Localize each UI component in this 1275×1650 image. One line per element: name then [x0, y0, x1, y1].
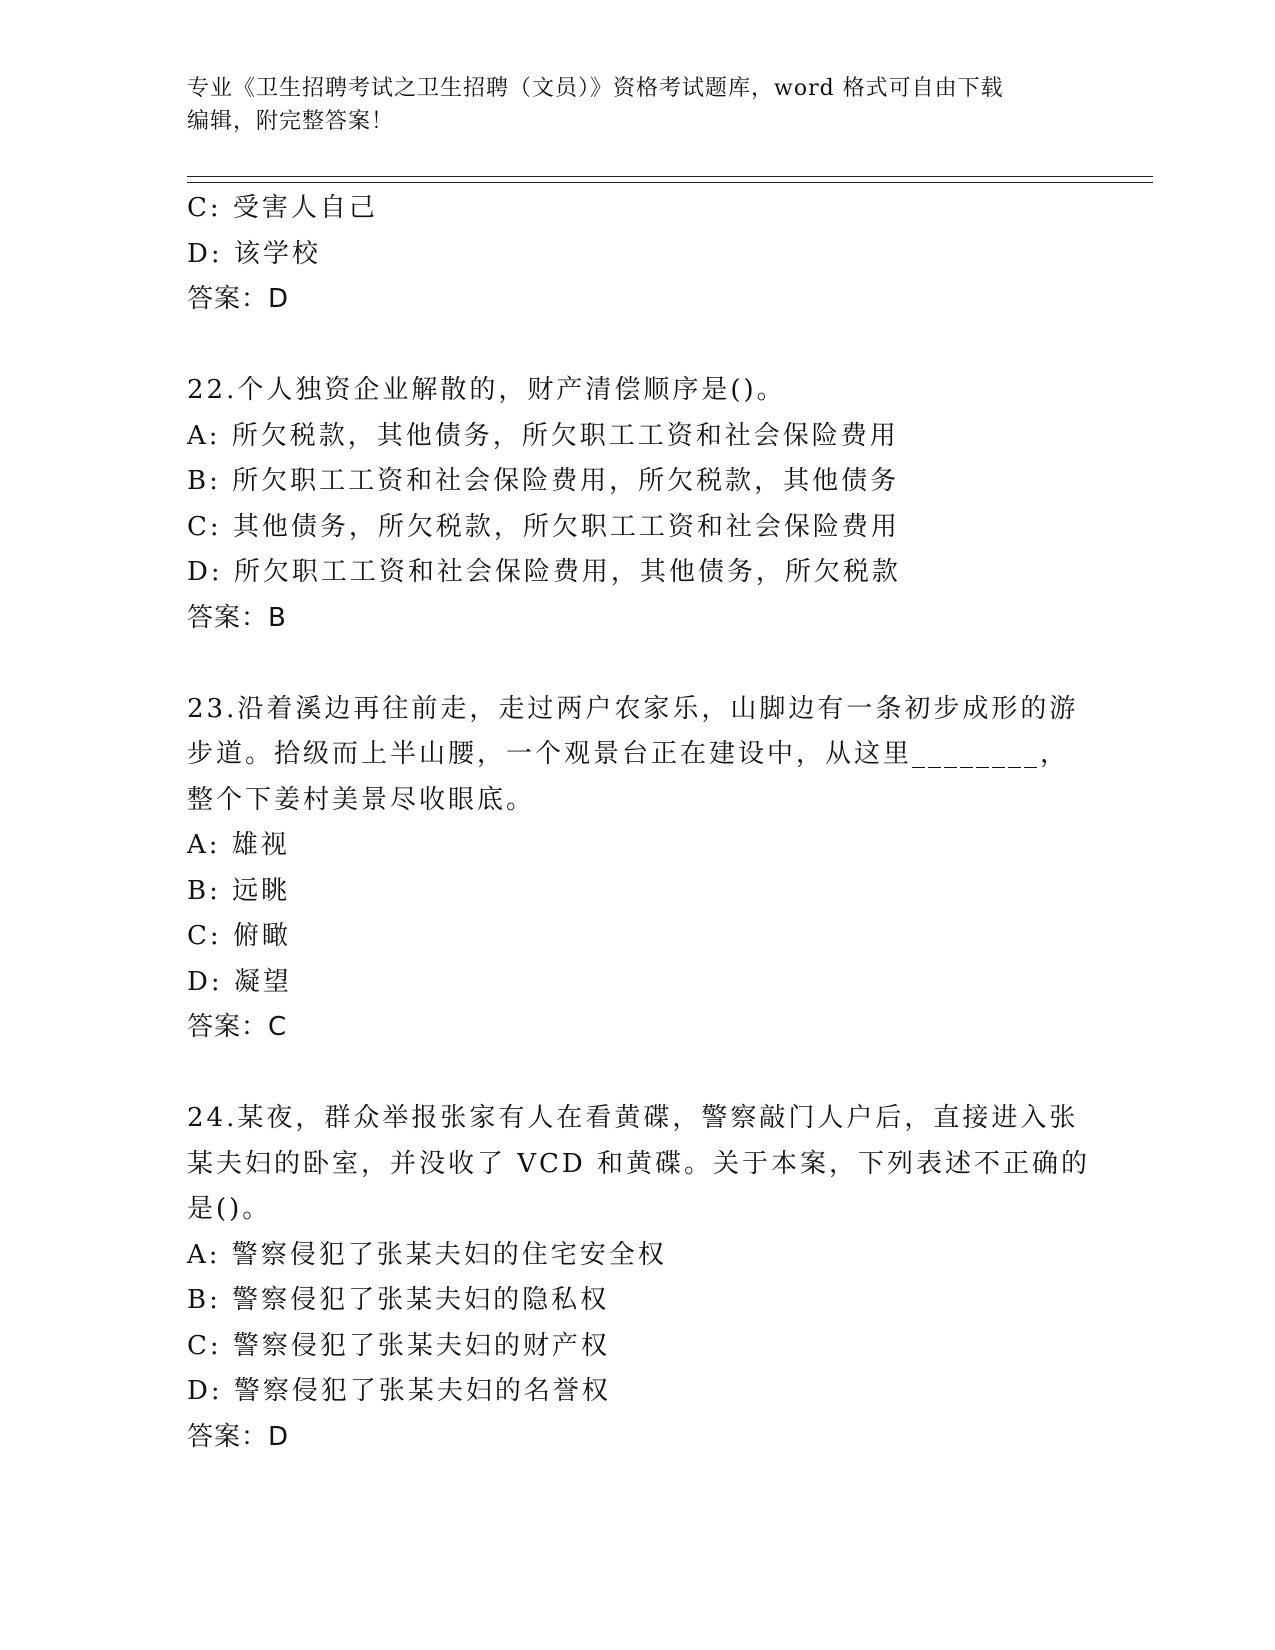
option-b: B: 所欠职工工资和社会保险费用，所欠税款，其他债务	[187, 466, 900, 496]
question-23	[187, 687, 1147, 1051]
header-divider	[187, 176, 1153, 183]
option-c: C: 受害人自己	[187, 193, 378, 223]
header-line-1: 专业《卫生招聘考试之卫生招聘（文员）》资格考试题库，word 格式可自由下载	[187, 76, 1004, 101]
option-d: D: 该学校	[187, 238, 321, 269]
option-d: D: 警察侵犯了张某夫妇的名誉权	[187, 1376, 611, 1406]
option-a: A: 所欠税款，其他债务，所欠职工工资和社会保险费用	[187, 420, 899, 451]
option-c: C: 俯瞰	[187, 921, 291, 951]
option-a: A: 雄视	[187, 830, 290, 860]
option-b: B: 远眺	[187, 875, 291, 906]
question-stem-line-1: 24.某夜，群众举报张家有人在看黄碟，警察敲门人户后，直接进入张	[187, 1103, 1079, 1133]
question-stem-line-1: 23.沿着溪边再往前走，走过两户农家乐，山脚边有一条初步成形的游	[187, 693, 1079, 724]
question-stem-line-3: 是()。	[187, 1194, 272, 1224]
question-21-tail	[187, 186, 1147, 323]
answer-line: 答案：D	[187, 284, 290, 314]
option-d: D: 所欠职工工资和社会保险费用，其他债务，所欠税款	[187, 557, 901, 587]
header-line-2: 编辑，附完整答案！	[187, 109, 395, 134]
option-d: D: 凝望	[187, 966, 292, 997]
question-22	[187, 368, 1147, 641]
question-stem-line-3: 整个下姜村美景尽收眼底。	[187, 784, 536, 815]
question-stem-line-2: 步道。拾级而上半山腰，一个观景台正在建设中，从这里________，	[187, 739, 1070, 769]
answer-line: 答案：D	[187, 1421, 290, 1452]
option-c: C: 其他债务，所欠税款，所欠职工工资和社会保险费用	[187, 511, 900, 542]
question-stem: 22.个人独资企业解散的，财产清偿顺序是()。	[187, 375, 786, 405]
spacer	[187, 323, 1147, 369]
option-a: A: 警察侵犯了张某夫妇的住宅安全权	[187, 1239, 667, 1270]
question-24	[187, 1096, 1147, 1460]
spacer	[187, 641, 1147, 687]
document-header	[187, 72, 1067, 138]
option-c: C: 警察侵犯了张某夫妇的财产权	[187, 1330, 610, 1361]
option-b: B: 警察侵犯了张某夫妇的隐私权	[187, 1285, 610, 1315]
question-stem-line-2: 某夫妇的卧室，并没收了 VCD 和黄碟。关于本案，下列表述不正确的	[187, 1148, 1091, 1179]
spacer	[187, 1051, 1147, 1097]
answer-line: 答案：C	[187, 1012, 288, 1042]
answer-line: 答案：B	[187, 602, 287, 633]
question-list	[187, 186, 1147, 1460]
